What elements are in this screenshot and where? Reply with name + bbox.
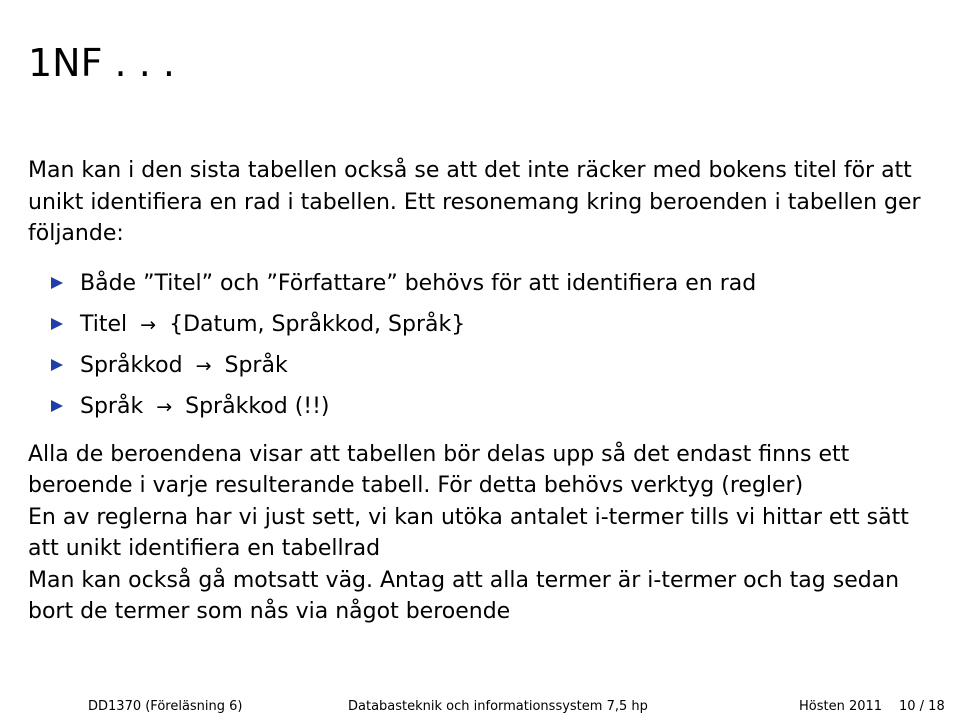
right-arrow-icon: →	[156, 395, 173, 418]
frame-title: 1NF . . .	[28, 41, 175, 85]
footer-course: DD1370 (Föreläsning 6)	[88, 699, 243, 714]
right-arrow-icon: →	[195, 354, 212, 377]
dependency-right: {Datum, Språkkod, Språk}	[169, 311, 466, 337]
bullet-item	[28, 386, 938, 427]
bullet-item	[28, 345, 938, 386]
footer-term: Hösten 2011	[799, 699, 883, 714]
slide-content	[28, 155, 938, 628]
dependency-left: Språkkod	[80, 352, 183, 378]
triangle-bullet-icon	[51, 359, 63, 371]
right-arrow-icon: →	[140, 313, 157, 336]
body-paragraph: Alla de beroendena visar att tabellen bör delas upp så det endast finns ett beroende i varje resulterande tabell. För detta behövs verktyg (regler)	[28, 441, 850, 498]
intro-paragraph: Man kan i den sista tabellen också se att det inte räcker med bokens titel för att unikt identifiera en rad i tabellen. Ett resonemang kring beroenden i tabellen ger följande:	[28, 158, 921, 246]
footer-bar	[0, 692, 960, 722]
footer-course-title: Databasteknik och informationssystem 7,5 hp	[348, 699, 648, 714]
triangle-bullet-icon	[51, 277, 63, 289]
dependency-right: Språkkod (!!)	[185, 393, 330, 419]
bullet-text: Både ”Titel” och ”Författare” behövs för att identifiera en rad	[80, 270, 757, 296]
dependency-left: Språk	[80, 393, 144, 419]
bullet-item	[28, 304, 938, 345]
triangle-bullet-icon	[51, 318, 63, 330]
dependency-right: Språk	[224, 352, 288, 378]
dependency-left: Titel	[80, 311, 128, 337]
body-paragraph: En av reglerna har vi just sett, vi kan utöka antalet i-termer tills vi hittar ett sätt att unikt identifiera en tabellrad	[28, 504, 909, 561]
footer-page-number: 10 / 18	[899, 699, 945, 714]
bullet-item	[28, 263, 938, 304]
bullet-list	[28, 263, 938, 427]
body-paragraph: Man kan också gå motsatt väg. Antag att alla termer är i-termer och tag sedan bort de termer som nås via något beroende	[28, 567, 900, 624]
triangle-bullet-icon	[51, 400, 63, 412]
